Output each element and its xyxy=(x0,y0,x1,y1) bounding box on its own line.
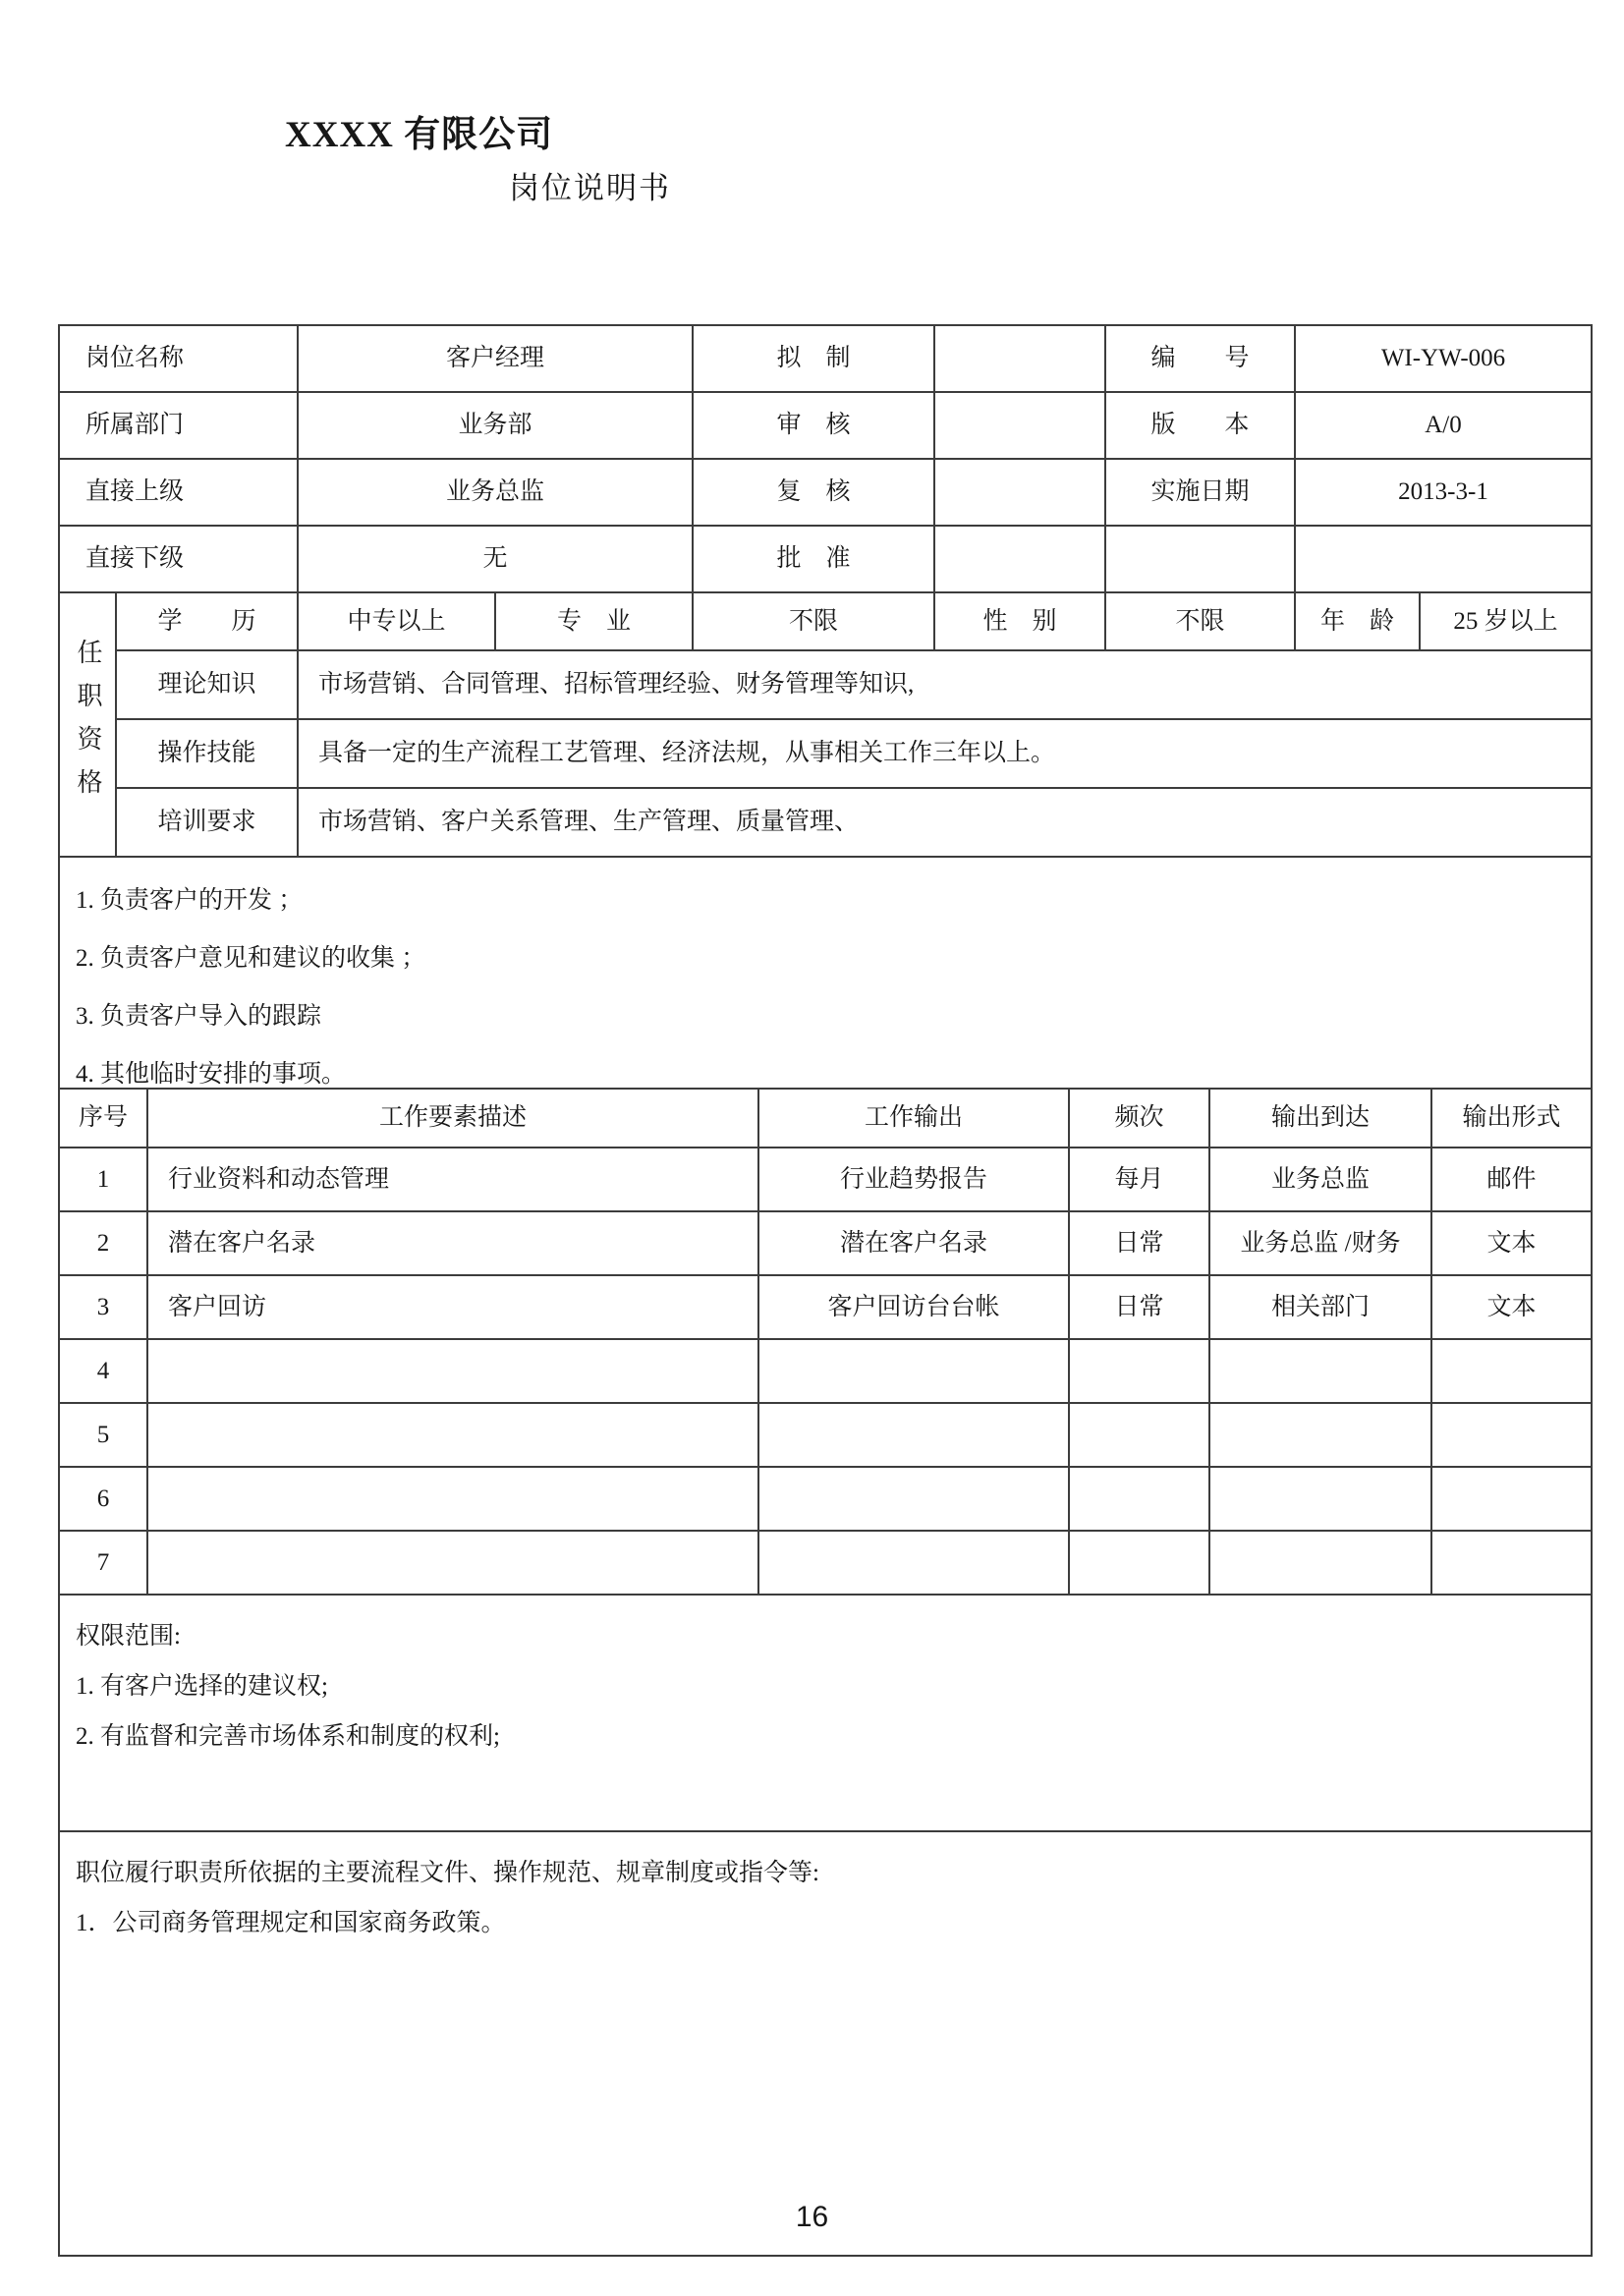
drafted-by-value xyxy=(934,325,1105,392)
doc-number-label: 编 号 xyxy=(1105,325,1295,392)
approval-label: 批 准 xyxy=(693,526,934,592)
row-description: 客户回访 xyxy=(147,1275,758,1339)
training-requirement-value: 市场营销、客户关系管理、生产管理、质量管理、 xyxy=(298,788,1592,857)
row-format xyxy=(1431,1467,1592,1531)
page-number xyxy=(0,2201,1624,2234)
authority-section xyxy=(58,1594,1593,1832)
authority-item: 1. 有客户选择的建议权; xyxy=(76,1673,328,1700)
table-row xyxy=(59,459,1592,526)
row-frequency xyxy=(1069,1467,1209,1531)
row-description: 行业资料和动态管理 xyxy=(147,1148,758,1211)
subordinate-label: 直接下级 xyxy=(59,526,298,592)
form-body xyxy=(58,324,1593,2257)
row-description xyxy=(147,1467,758,1531)
table-row xyxy=(59,526,1592,592)
superior-label: 直接上级 xyxy=(59,459,298,526)
row-format xyxy=(1431,1531,1592,1595)
row-frequency: 每月 xyxy=(1069,1148,1209,1211)
operation-skill-value: 具备一定的生产流程工艺管理、经济法规，从事相关工作三年以上。 xyxy=(298,719,1592,788)
qualifications-side-label-text: 任职资格 xyxy=(74,638,102,812)
table-row xyxy=(59,650,1592,719)
row-seq: 4 xyxy=(59,1339,147,1403)
superior-value: 业务总监 xyxy=(298,459,693,526)
row-description xyxy=(147,1531,758,1595)
department-value: 业务部 xyxy=(298,392,693,459)
doc-number-value: WI-YW-006 xyxy=(1295,325,1592,392)
position-name-value: 客户经理 xyxy=(298,325,693,392)
row-frequency xyxy=(1069,1339,1209,1403)
approval-value xyxy=(934,526,1105,592)
duties-section xyxy=(58,856,1593,1090)
row-description: 潜在客户名录 xyxy=(147,1211,758,1275)
effective-date-label: 实施日期 xyxy=(1105,459,1295,526)
row-destination: 相关部门 xyxy=(1209,1275,1431,1339)
table-row xyxy=(59,1275,1592,1339)
row-seq: 6 xyxy=(59,1467,147,1531)
education-value: 中专以上 xyxy=(298,592,495,650)
theory-knowledge-label: 理论知识 xyxy=(116,650,298,719)
recheck-label: 复 核 xyxy=(693,459,934,526)
duty-item: 3. 负责客户导入的跟踪 xyxy=(76,1003,322,1030)
position-name-label: 岗位名称 xyxy=(59,325,298,392)
col-header-output: 工作输出 xyxy=(758,1089,1069,1148)
subordinate-value: 无 xyxy=(298,526,693,592)
row-format xyxy=(1431,1339,1592,1403)
row-seq: 2 xyxy=(59,1211,147,1275)
gender-label: 性 别 xyxy=(934,592,1105,650)
major-value: 不限 xyxy=(693,592,934,650)
row-seq: 5 xyxy=(59,1403,147,1467)
table-row xyxy=(59,719,1592,788)
drafted-by-label: 拟 制 xyxy=(693,325,934,392)
row-seq: 1 xyxy=(59,1148,147,1211)
row-output: 潜在客户名录 xyxy=(758,1211,1069,1275)
row-format xyxy=(1431,1403,1592,1467)
row-description xyxy=(147,1403,758,1467)
row-output xyxy=(758,1339,1069,1403)
col-header-seq: 序号 xyxy=(59,1089,147,1148)
table-row xyxy=(59,325,1592,392)
row-output: 行业趋势报告 xyxy=(758,1148,1069,1211)
row-destination xyxy=(1209,1531,1431,1595)
page-title: 岗位说明书 xyxy=(509,171,671,205)
table-row xyxy=(59,1531,1592,1595)
review-label: 审 核 xyxy=(693,392,934,459)
education-label: 学 历 xyxy=(116,592,298,650)
row-destination xyxy=(1209,1467,1431,1531)
col-header-frequency: 频次 xyxy=(1069,1089,1209,1148)
operation-skill-label: 操作技能 xyxy=(116,719,298,788)
col-header-destination: 输出到达 xyxy=(1209,1089,1431,1148)
table-row xyxy=(59,592,1592,650)
row-output xyxy=(758,1531,1069,1595)
table-row xyxy=(59,1339,1592,1403)
department-label: 所属部门 xyxy=(59,392,298,459)
row-destination: 业务总监 xyxy=(1209,1148,1431,1211)
basis-item: 1．公司商务管理规定和国家商务政策。 xyxy=(76,1910,506,1936)
row-output: 客户回访台台帐 xyxy=(758,1275,1069,1339)
gender-value: 不限 xyxy=(1105,592,1295,650)
row-format: 邮件 xyxy=(1431,1148,1592,1211)
col-header-description: 工作要素描述 xyxy=(147,1089,758,1148)
basis-title: 职位履行职责所依据的主要流程文件、操作规范、规章制度或指令等: xyxy=(76,1860,819,1886)
row-output xyxy=(758,1403,1069,1467)
table-row xyxy=(59,788,1592,857)
row-destination: 业务总监 /财务 xyxy=(1209,1211,1431,1275)
page-number-value: 16 xyxy=(784,2201,840,2233)
info-table xyxy=(58,324,1593,593)
review-value xyxy=(934,392,1105,459)
empty-cell xyxy=(1295,526,1592,592)
qualifications-side-label xyxy=(59,592,116,857)
duty-item: 4. 其他临时安排的事项。 xyxy=(76,1061,347,1088)
row-description xyxy=(147,1339,758,1403)
duty-item: 2. 负责客户意见和建议的收集 ； xyxy=(76,945,426,972)
table-row xyxy=(59,1148,1592,1211)
major-label: 专 业 xyxy=(495,592,693,650)
row-destination xyxy=(1209,1403,1431,1467)
row-seq: 7 xyxy=(59,1531,147,1595)
row-seq: 3 xyxy=(59,1275,147,1339)
effective-date-value: 2013-3-1 xyxy=(1295,459,1592,526)
work-elements-table xyxy=(58,1088,1593,1596)
col-header-format: 输出形式 xyxy=(1431,1089,1592,1148)
table-row xyxy=(59,1211,1592,1275)
row-frequency: 日常 xyxy=(1069,1275,1209,1339)
row-frequency xyxy=(1069,1403,1209,1467)
table-row xyxy=(59,392,1592,459)
empty-cell xyxy=(1105,526,1295,592)
basis-section xyxy=(58,1830,1593,2257)
table-row xyxy=(59,1403,1592,1467)
theory-knowledge-value: 市场营销、合同管理、招标管理经验、财务管理等知识, xyxy=(298,650,1592,719)
row-frequency: 日常 xyxy=(1069,1211,1209,1275)
row-output xyxy=(758,1467,1069,1531)
authority-item: 2. 有监督和完善市场体系和制度的权利; xyxy=(76,1723,500,1750)
training-requirement-label: 培训要求 xyxy=(116,788,298,857)
version-label: 版 本 xyxy=(1105,392,1295,459)
qualifications-table xyxy=(58,591,1593,858)
company-title: XXXX 有限公司 xyxy=(285,115,554,155)
age-label: 年 龄 xyxy=(1295,592,1420,650)
age-value: 25 岁以上 xyxy=(1420,592,1592,650)
row-destination xyxy=(1209,1339,1431,1403)
duty-item: 1. 负责客户的开发 ； xyxy=(76,887,304,914)
row-format: 文本 xyxy=(1431,1275,1592,1339)
version-value: A/0 xyxy=(1295,392,1592,459)
authority-title: 权限范围: xyxy=(76,1623,181,1650)
recheck-value xyxy=(934,459,1105,526)
row-format: 文本 xyxy=(1431,1211,1592,1275)
row-frequency xyxy=(1069,1531,1209,1595)
table-row xyxy=(59,1467,1592,1531)
